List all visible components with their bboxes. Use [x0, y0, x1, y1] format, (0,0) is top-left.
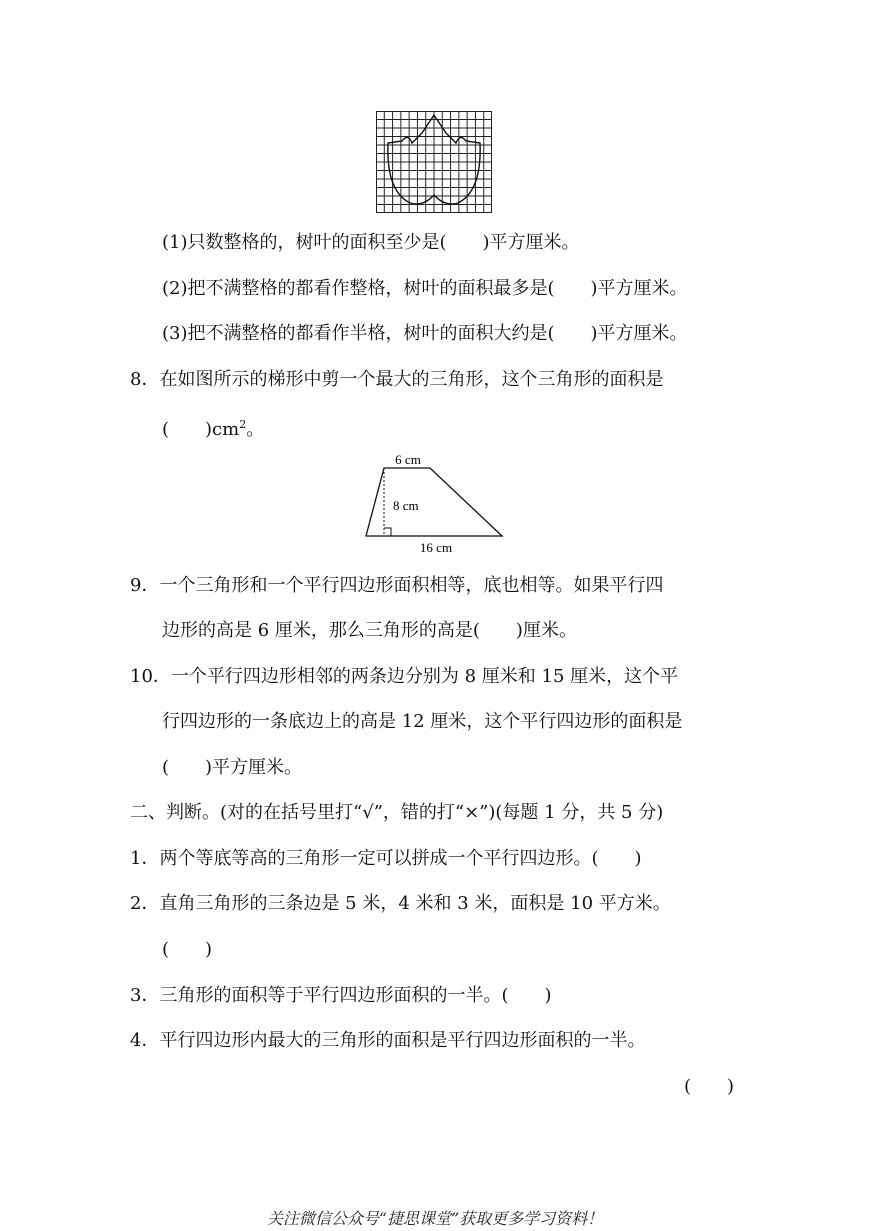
q7-sub1: (1)只数整格的，树叶的面积至少是( )平方厘米。 [162, 232, 580, 253]
section2-heading: 二、判断。(对的在括号里打“√”，错的打“×”)(每题 1 分，共 5 分) [130, 802, 664, 823]
q8-answer: ( )$cm^2$。 [162, 418, 265, 440]
judge-item-4: 4．平行四边形内最大的三角形的面积是平行四边形面积的一半。 [130, 1030, 646, 1051]
footer-note: 关注微信公众号“捷思课堂”获取更多学习资料！ [266, 1209, 604, 1228]
trapezoid [366, 468, 502, 536]
right-angle-mark [384, 528, 391, 536]
q10-line2: 行四边形的一条底边上的高是 12 厘米，这个平行四边形的面积是 [162, 711, 683, 732]
judge-item-1: 1．两个等底等高的三角形一定可以拼成一个平行四边形。( ) [130, 848, 642, 869]
trapezoid-figure [360, 448, 510, 558]
q10-line3: ( )平方厘米。 [162, 757, 303, 778]
judge-item-4-bracket: ( ) [684, 1076, 735, 1097]
judge-item-3: 3．三角形的面积等于平行四边形面积的一半。( ) [130, 985, 552, 1006]
height-label: 8 cm [393, 498, 419, 513]
bottom-label: 16 cm [419, 540, 453, 555]
q7-sub2: (2)把不满整格的都看作整格，树叶的面积最多是( )平方厘米。 [162, 278, 688, 299]
q8-line1: 8．在如图所示的梯形中剪一个最大的三角形，这个三角形的面积是 [130, 369, 664, 390]
judge-item-2: 2．直角三角形的三条边是 5 米，4 米和 3 米，面积是 10 平方米。 [130, 893, 671, 914]
q9-line2: 边形的高是 6 厘米，那么三角形的高是( )厘米。 [162, 620, 577, 641]
grid [376, 111, 492, 213]
q9-line1: 9．一个三角形和一个平行四边形面积相等，底也相等。如果平行四 [130, 575, 664, 596]
top-label: 6 cm [395, 452, 421, 467]
q10-line1: 10．一个平行四边形相邻的两条边分别为 8 厘米和 15 厘米，这个平 [130, 666, 679, 687]
q7-sub3: (3)把不满整格的都看作半格，树叶的面积大约是( )平方厘米。 [162, 323, 688, 344]
judge-item-2-bracket: ( ) [162, 939, 213, 960]
leaf-grid-figure [376, 111, 492, 213]
